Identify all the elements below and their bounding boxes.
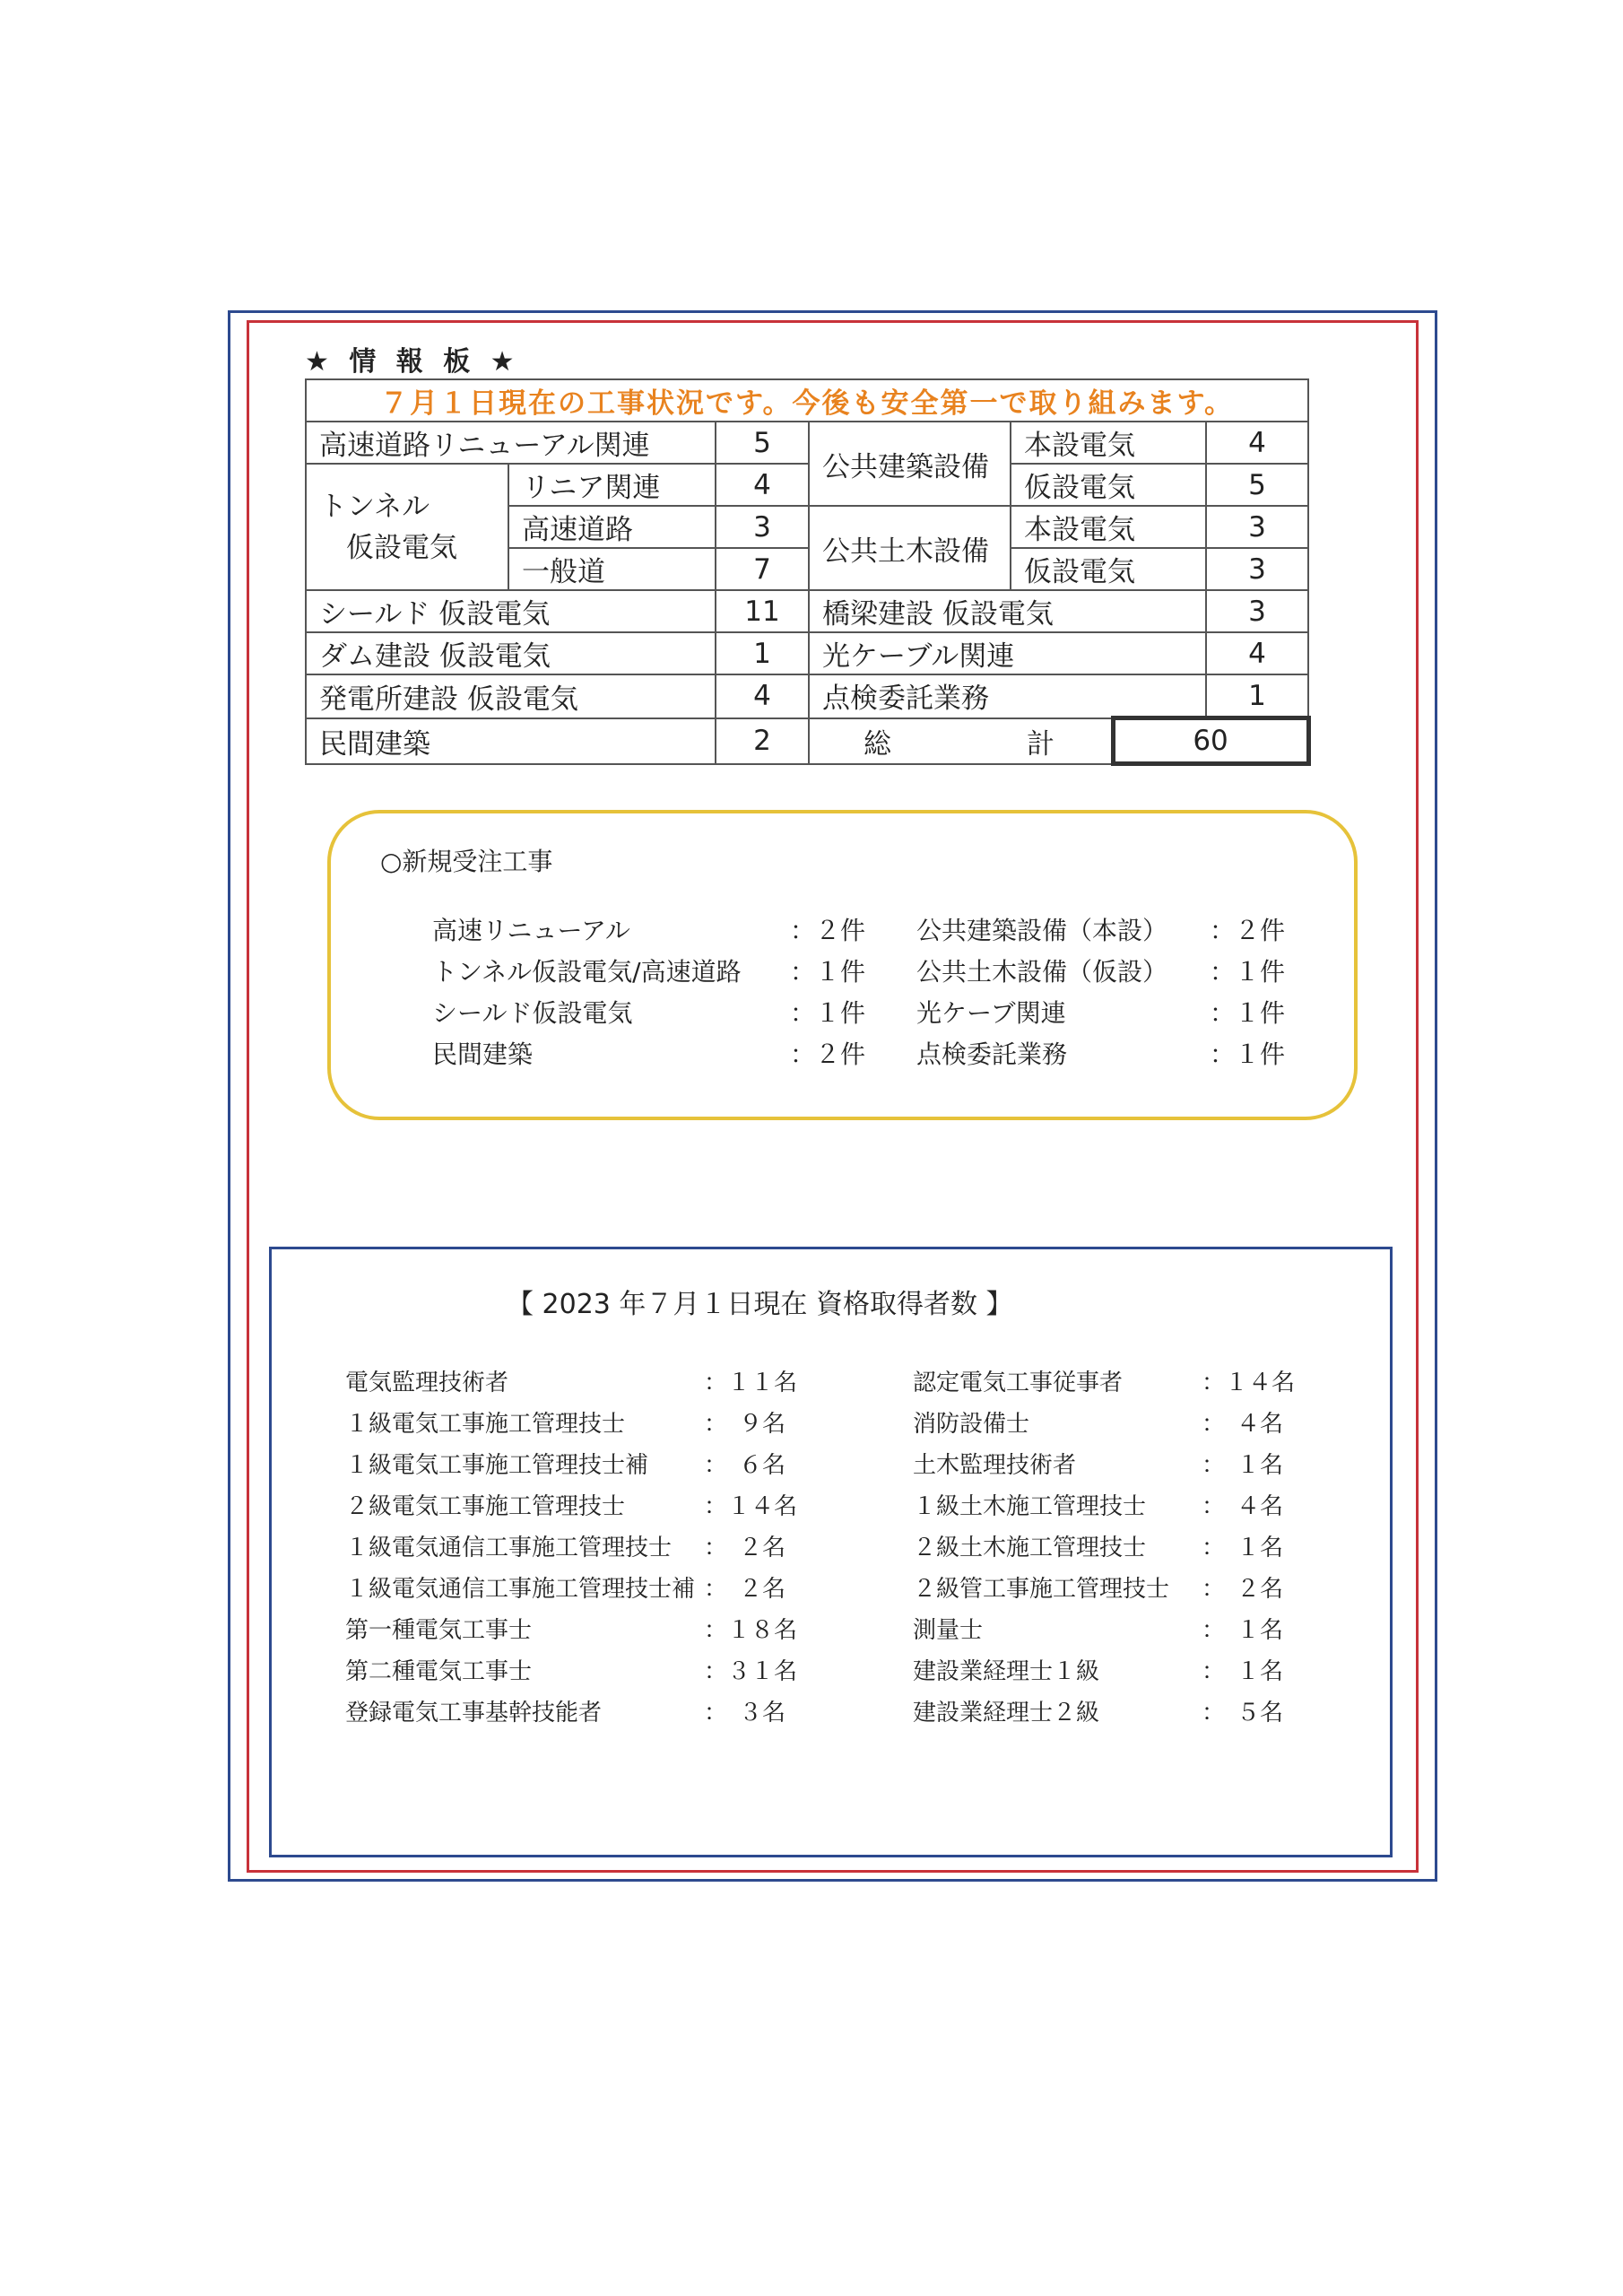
license-count: ：１４名	[704, 1493, 798, 1520]
license-label: 土木監理技術者	[913, 1452, 1077, 1479]
license-count: ： ６名	[704, 1452, 786, 1479]
bridge-count: 3	[1206, 590, 1308, 632]
license-count: ：１１名	[704, 1370, 798, 1396]
order-label: シールド仮設電気	[432, 998, 633, 1028]
tunnel-sub-label: リニア関連	[508, 464, 716, 506]
license-label: １級電気工事施工管理技士	[345, 1411, 626, 1438]
highway-label: 高速道路リニューアル関連	[306, 422, 716, 464]
license-heading: 【 2023 年７月１日現在 資格取得者数 】	[507, 1289, 1013, 1320]
order-label: 高速リニューアル	[432, 916, 630, 945]
license-count: ： ４名	[1202, 1411, 1284, 1438]
order-count: ：１件	[790, 957, 866, 987]
optical-label: 光ケーブル関連	[809, 632, 1206, 674]
total-label: 総 計	[809, 718, 1113, 764]
board-title: ★ 情 報 板 ★	[305, 346, 520, 378]
power-plant-count: 4	[716, 674, 809, 718]
order-label: トンネル仮設電気/高速道路	[432, 957, 742, 987]
order-count: ：１件	[790, 998, 866, 1028]
private-label: 民間建築	[306, 718, 716, 764]
table-row	[306, 718, 1308, 764]
order-label: 点検委託業務	[916, 1039, 1068, 1069]
construction-status-table	[305, 378, 1311, 766]
license-label: 第二種電気工事士	[345, 1658, 533, 1685]
new-orders-heading: ○新規受注工事	[380, 847, 553, 876]
public-civil-sub-count: 3	[1206, 506, 1308, 548]
tunnel-sub-count: 7	[716, 548, 809, 590]
license-label: ２級電気工事施工管理技士	[345, 1493, 626, 1520]
license-label: 登録電気工事基幹技能者	[345, 1700, 603, 1726]
license-label: 電気監理技術者	[345, 1370, 509, 1396]
license-label: 建設業経理士１級	[913, 1658, 1100, 1685]
license-count: ： ４名	[1202, 1493, 1284, 1520]
order-label: 公共土木設備（仮設）	[916, 957, 1168, 987]
license-label: １級電気通信工事施工管理技士	[345, 1535, 673, 1561]
tunnel-label-line2: 仮設電気	[346, 531, 457, 564]
order-count: ：１件	[1210, 998, 1286, 1028]
order-count: ：２件	[1210, 916, 1286, 945]
public-civil-label: 公共土木設備	[809, 506, 1011, 590]
license-label: ２級管工事施工管理技士	[913, 1576, 1170, 1603]
order-label: 民間建築	[432, 1039, 534, 1069]
license-label: 建設業経理士２級	[913, 1700, 1100, 1726]
public-building-sub-count: 5	[1206, 464, 1308, 506]
order-count: ：２件	[790, 916, 866, 945]
order-label: 光ケーブ関連	[916, 998, 1066, 1028]
private-count: 2	[716, 718, 809, 764]
license-count: ： １名	[1202, 1535, 1284, 1561]
inspection-label: 点検委託業務	[809, 674, 1206, 718]
public-building-sub-count: 4	[1206, 422, 1308, 464]
license-holders-box	[269, 1247, 1393, 1857]
public-building-sub-label: 本設電気	[1011, 422, 1206, 464]
license-label: ２級土木施工管理技士	[913, 1535, 1147, 1561]
public-civil-sub-label: 本設電気	[1011, 506, 1206, 548]
license-count: ： １名	[1202, 1658, 1284, 1685]
license-count: ： ５名	[1202, 1700, 1284, 1726]
tunnel-label	[306, 464, 508, 590]
bridge-label: 橋梁建設 仮設電気	[809, 590, 1206, 632]
license-label: 消防設備士	[913, 1411, 1030, 1438]
table-row	[306, 379, 1308, 422]
total-value: 60	[1113, 718, 1308, 764]
license-label: １級電気通信工事施工管理技士補	[345, 1576, 696, 1603]
license-count: ：１８名	[704, 1617, 798, 1644]
license-label: １級土木施工管理技士	[913, 1493, 1147, 1520]
new-orders-box	[327, 810, 1358, 1120]
shield-count: 11	[716, 590, 809, 632]
order-count: ：１件	[1210, 957, 1286, 987]
highway-count: 5	[716, 422, 809, 464]
order-label: 公共建築設備（本設）	[916, 916, 1168, 945]
optical-count: 4	[1206, 632, 1308, 674]
public-civil-sub-count: 3	[1206, 548, 1308, 590]
license-label: 測量士	[913, 1617, 984, 1644]
license-count: ： ３名	[704, 1700, 786, 1726]
license-label: 認定電気工事従事者	[913, 1370, 1124, 1396]
public-civil-sub-label: 仮設電気	[1011, 548, 1206, 590]
license-count: ： １名	[1202, 1452, 1284, 1479]
license-label: 第一種電気工事士	[345, 1617, 533, 1644]
table-row	[306, 422, 1308, 464]
status-banner: ７月１日現在の工事状況です。今後も安全第一で取り組みます。	[306, 379, 1308, 422]
shield-label: シールド 仮設電気	[306, 590, 716, 632]
order-count: ：２件	[790, 1039, 866, 1069]
tunnel-sub-label: 一般道	[508, 548, 716, 590]
public-building-label: 公共建築設備	[809, 422, 1011, 506]
license-count: ： ９名	[704, 1411, 786, 1438]
tunnel-label-line1: トンネル	[319, 490, 430, 523]
table-row	[306, 674, 1308, 718]
license-count: ： ２名	[1202, 1576, 1284, 1603]
table-row	[306, 464, 1308, 506]
license-label: １級電気工事施工管理技士補	[345, 1452, 649, 1479]
order-count: ：１件	[1210, 1039, 1286, 1069]
public-building-sub-label: 仮設電気	[1011, 464, 1206, 506]
license-count: ：１４名	[1202, 1370, 1296, 1396]
tunnel-sub-label: 高速道路	[508, 506, 716, 548]
license-count: ： ２名	[704, 1535, 786, 1561]
tunnel-sub-count: 3	[716, 506, 809, 548]
license-count: ： １名	[1202, 1617, 1284, 1644]
dam-count: 1	[716, 632, 809, 674]
table-row	[306, 632, 1308, 674]
inspection-count: 1	[1206, 674, 1308, 718]
dam-label: ダム建設 仮設電気	[306, 632, 716, 674]
power-plant-label: 発電所建設 仮設電気	[306, 674, 716, 718]
table-row	[306, 590, 1308, 632]
license-count: ：３１名	[704, 1658, 798, 1685]
tunnel-sub-count: 4	[716, 464, 809, 506]
license-count: ： ２名	[704, 1576, 786, 1603]
